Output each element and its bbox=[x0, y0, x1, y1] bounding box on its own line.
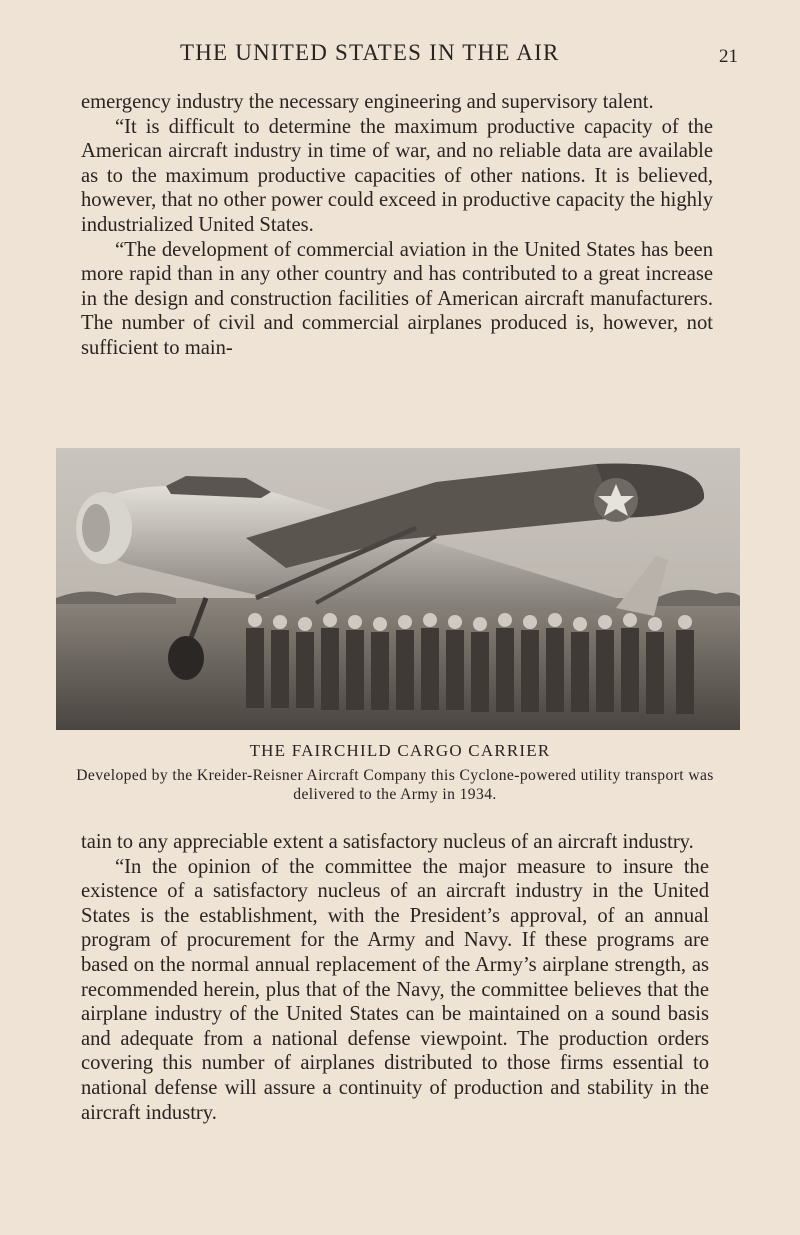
page-number: 21 bbox=[719, 46, 738, 67]
photo-illustration bbox=[56, 448, 740, 730]
paragraph: emergency industry the necessary engineering and supervisory talent. bbox=[81, 91, 654, 113]
paragraph: “It is difficult to determine the maximum productive capacity of the American aircraft industry in time of war, and no reliable data are available as to the maximum productive capacities of other nations. It is believed, however, that no other power could exceed in productive capacity the highly industrialized United States. bbox=[81, 115, 713, 236]
paragraph: tain to any appreciable extent a satisfactory nucleus of an aircraft industry. bbox=[81, 831, 694, 853]
paragraph: “The development of commercial aviation in the United States has been more rapid than in any other country and has contributed to a great increase in the design and construction facilities of American aircraft manufacturers. The number of civil and commercial airplanes produced is, however, not sufficient to main- bbox=[81, 238, 713, 359]
running-head bbox=[0, 40, 800, 70]
airplane-photograph bbox=[56, 448, 740, 730]
figure-caption: Developed by the Kreider-Reisner Aircraft Company this Cyclone-powered utility transport was delivered to the Army in 1934. bbox=[76, 767, 714, 803]
figure-title: THE FAIRCHILD CARGO CARRIER bbox=[249, 741, 551, 760]
body-text-top bbox=[81, 90, 713, 361]
running-title: THE UNITED STATES IN THE AIR bbox=[180, 40, 560, 65]
body-text-bottom bbox=[81, 830, 709, 1125]
paragraph: “In the opinion of the committee the major measure to insure the existence of a satisfactory nucleus of an aircraft industry in the United States is the establishment, with the President’s approval, of an annual program of procurement for the Army and Navy. If these programs are based on the normal annual replacement of the Army’s airplane strength, as recommended herein, plus that of the Navy, the committee believes that the airplane industry of the United States can be maintained on a sound basis and adequate from a national defense viewpoint. The production orders covering this number of airplanes distributed to those firms essential to national defense will assure a continuity of production and stability in the aircraft industry. bbox=[81, 855, 709, 1124]
